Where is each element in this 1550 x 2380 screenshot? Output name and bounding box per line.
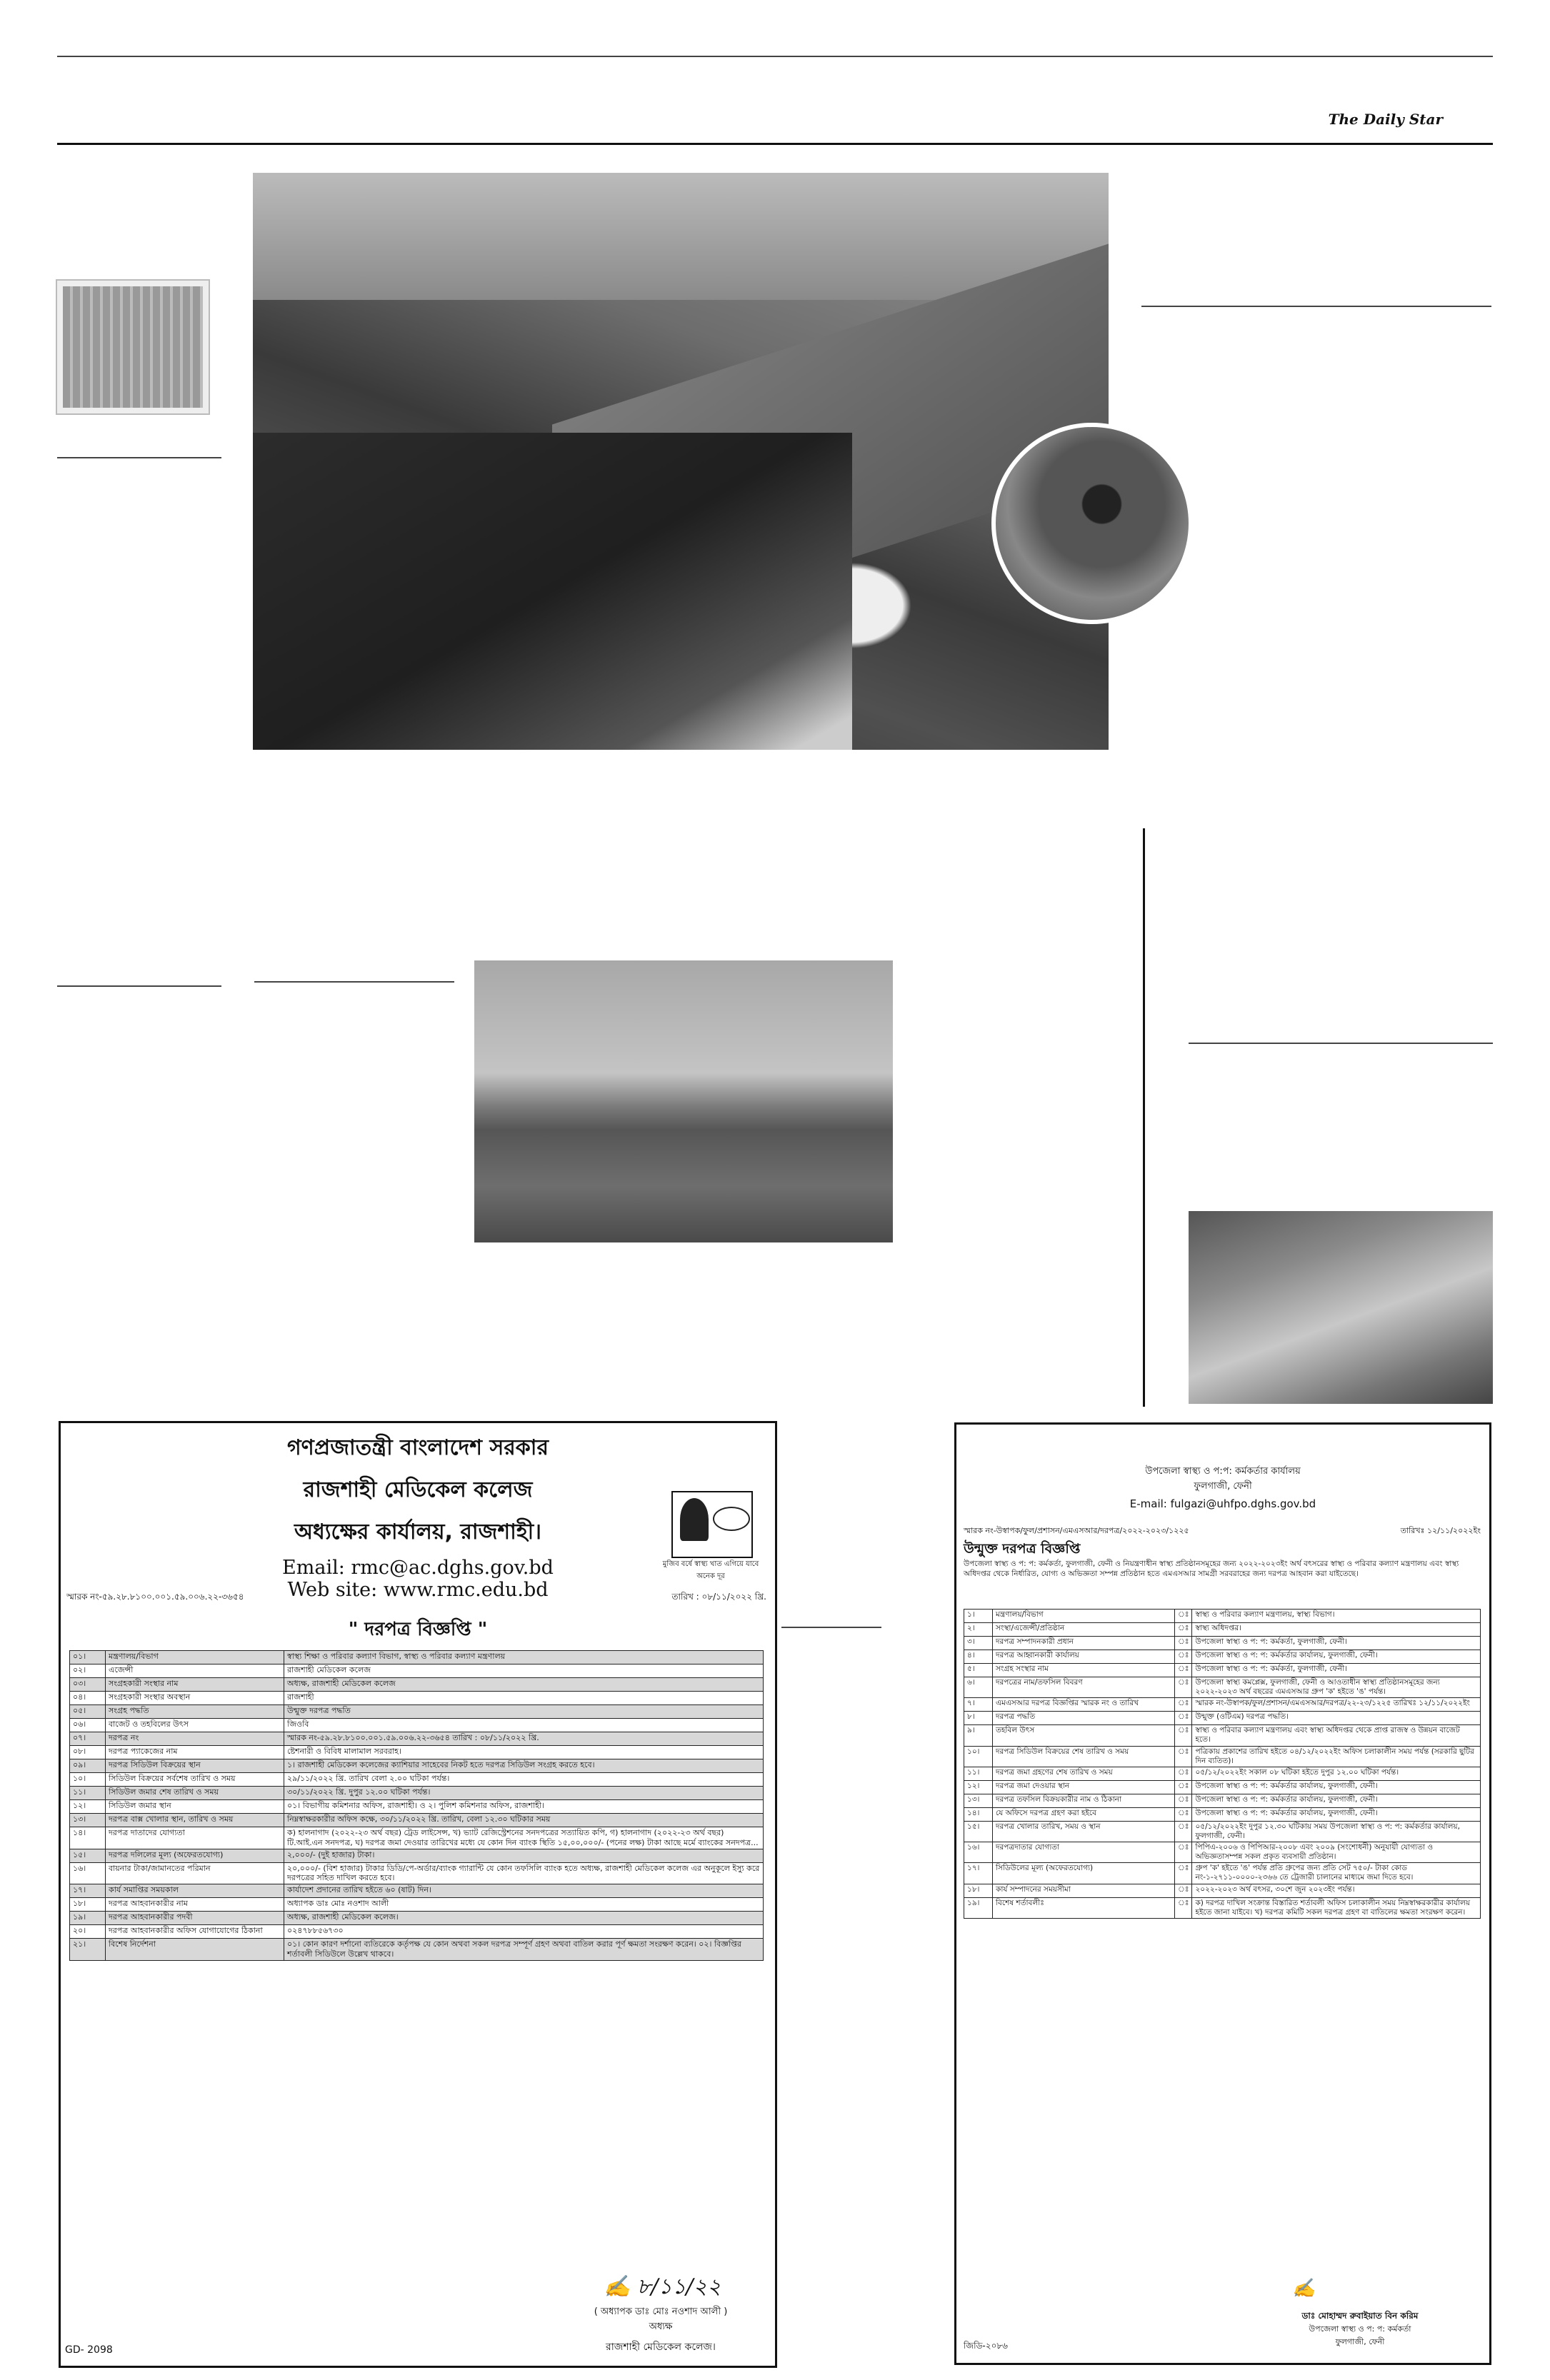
row-number: ১৯। xyxy=(70,1912,106,1925)
row-number: ১। xyxy=(964,1610,993,1623)
row-number: ০৬। xyxy=(70,1719,106,1732)
logo-caption: মুজিব বর্ষে স্বাস্থ্য খাত এগিয়ে যাবে অনেক দূর xyxy=(662,1560,759,1580)
notice-date: তারিখ : ০৮/১১/২০২২ খ্রি. xyxy=(671,1592,766,1602)
table-row xyxy=(964,1842,1481,1863)
row-number: ১৩। xyxy=(70,1814,106,1827)
row-colon: ঃ xyxy=(1175,1884,1192,1897)
table-row xyxy=(964,1884,1481,1897)
row-value: ২০২২-২০২৩ অর্থ বৎসর, ৩০শে জুন ২০২৩ইং পর্যন্ত। xyxy=(1192,1884,1481,1897)
signature: ✍ ৮/১১/২২ xyxy=(604,2274,721,2299)
row-number: ১০। xyxy=(964,1746,993,1767)
row-value: ০৫/১২/২০২২ইং দুপুর ১২.৩০ ঘটিকায় সময় উপজেলা স্বাস্থ্য ও প: প: কর্মকর্তার কার্যালয়, ফুলগাজী, ফেনী। xyxy=(1192,1821,1481,1842)
notice-title: " দরপত্র বিজ্ঞপ্তি " xyxy=(348,1619,488,1640)
row-label: যে অফিসে দরপত্র গ্রহণ করা হইবে xyxy=(993,1807,1175,1821)
table-row xyxy=(964,1780,1481,1794)
table-row xyxy=(70,1665,764,1678)
row-label: মন্ত্রণালয়/বিভাগ xyxy=(993,1610,1175,1623)
table-row xyxy=(70,1692,764,1705)
row-number: ১০। xyxy=(70,1773,106,1787)
table-row xyxy=(70,1787,764,1800)
row-colon: ঃ xyxy=(1175,1725,1192,1746)
row-value: ক) দরপত্র দাখিল সংক্রান্ত বিস্তারিত শর্তাবলী অফিস চলাকালীন সময় নিম্নস্বাক্ষরকারীর কার্যালয় হইতে জানা যাইবে। খ) দরপত্র কমিটি সকল দরপত্র গ্রহণ বা বাতিলের ক্ষমতা সংরক্ষণ করেন। xyxy=(1192,1897,1481,1918)
table-row xyxy=(70,1898,764,1912)
row-value: জিওবি xyxy=(284,1719,764,1732)
website-line: Web site: www.rmc.edu.bd xyxy=(287,1579,549,1601)
row-value: ০১। বিভাগীয় কমিশনার অফিস, রাজশাহী। ও ২। পুলিশ কমিশনার অফিস, রাজশাহী। xyxy=(284,1800,764,1814)
row-label: সিডিউল বিক্রয়ের সর্বশেষ তারিখ ও সময় xyxy=(106,1773,284,1787)
row-label: দরপত্র জমা গ্রহণের শেষ তারিখ ও সময় xyxy=(993,1767,1175,1780)
row-value: ০২৪৭৮৮৫৬৭৩০ xyxy=(284,1925,764,1939)
row-label: দরপত্র খোলার তারিখ, সময় ও স্থান xyxy=(993,1821,1175,1842)
row-label: বিশেষ শর্তাবলীঃ xyxy=(993,1897,1175,1918)
table-row xyxy=(70,1939,764,1961)
table-row xyxy=(964,1650,1481,1664)
row-colon: ঃ xyxy=(1175,1623,1192,1637)
row-number: ১৬। xyxy=(964,1842,993,1863)
row-colon: ঃ xyxy=(1175,1767,1192,1780)
row-number: ১৬। xyxy=(70,1862,106,1884)
signatory-place: ফুলগাজী, ফেনী xyxy=(1335,2337,1385,2346)
row-number: ১২। xyxy=(964,1780,993,1794)
row-number: ৫। xyxy=(964,1664,993,1677)
column-rule-2 xyxy=(57,985,221,987)
row-number: ২। xyxy=(964,1623,993,1637)
row-label: দরপত্র তফসিল বিক্রয়কারীর নাম ও ঠিকানা xyxy=(993,1794,1175,1807)
row-label: তহবিল উৎস xyxy=(993,1725,1175,1746)
row-value: উপজেলা স্বাস্থ্য ও প: প: কর্মকর্তার কার্যালয়, ফুলগাজী, ফেনী। xyxy=(1192,1650,1481,1664)
row-colon: ঃ xyxy=(1175,1863,1192,1884)
top-rule xyxy=(57,56,1493,57)
row-value: উন্মুক্ত দরপত্র পদ্ধতি xyxy=(284,1705,764,1719)
notice-intro: উপজেলা স্বাস্থ্য ও প: প: কর্মকর্তা, ফুলগাজী, ফেনী ও নিয়ন্ত্রণাধীন স্বাস্থ্য প্রতিষ্ঠানসমূহের জন্য ২০২২-২০২৩ইং অর্থ বৎসরের স্বাস্থ্য ও পরিবার কল্যাণ মন্ত্রণালয় এবং স্বাস্থ্য অধিদপ্তর থেকে নির্ধারিত, যোগ্য ও অভিজ্ঞতা সম্পন্ন প্রতিষ্ঠান হতে এমএসআর সামগ্রী সরবরাহের জন্য দরপত্র আহবান করা যাইতেছে। xyxy=(964,1560,1459,1579)
table-row xyxy=(964,1677,1481,1698)
row-colon: ঃ xyxy=(1175,1794,1192,1807)
row-label: সংগ্রহ সংস্থার নাম xyxy=(993,1664,1175,1677)
row-value: ০৫/১২/২০২২ইং সকাল ০৮ ঘটিকা হইতে দুপুর ১২.০০ ঘটিকা পর্যন্ত। xyxy=(1192,1767,1481,1780)
table-row xyxy=(70,1912,764,1925)
row-colon: ঃ xyxy=(1175,1746,1192,1767)
row-number: ০১। xyxy=(70,1651,106,1665)
right-column-rule-2 xyxy=(1189,1043,1493,1044)
row-value: পত্রিকায় প্রকাশের তারিখ হইতে ০৪/১২/২০২২ইং অফিস চলাকালীন সময় পর্যন্ত (সরকারি ছুটির দিন ব্যতিত)। xyxy=(1192,1746,1481,1767)
table-row xyxy=(70,1884,764,1898)
row-label: দরপত্র দাতাদের যোগ্যতা xyxy=(106,1827,284,1849)
row-value: পিপিএ-২০০৬ ও পিপিআর-২০০৮ এবং ২০০৯ (সংশোধনী) অনুযায়ী যোগ্যতা ও অভিজ্ঞতাসম্পন্ন সকল প্রকৃত ব্যবসায়ী প্রতিষ্ঠান। xyxy=(1192,1842,1481,1863)
table-row xyxy=(964,1897,1481,1918)
table-row xyxy=(964,1637,1481,1650)
row-colon: ঃ xyxy=(1175,1821,1192,1842)
heading-band xyxy=(956,1425,1489,1462)
email-line: E-mail: fulgazi@uhfpo.dghs.gov.bd xyxy=(1129,1497,1316,1510)
row-number: ১৭। xyxy=(70,1884,106,1898)
row-value: ক) হালনাগাদ (২০২২-২৩ অর্থ বছর) ট্রেড লাইসেন্স, খ) ভ্যাট রেজিস্ট্রেশনের সনদপত্রের সত্যায়িত কপি, গ) হালনাগাদ (২০২২-২৩ অর্থ বছর) টি.আই.এন সনদপত্র, ঘ) দরপত্র জমা দেওয়ার তারিখের মধ্যে যে কোন দিন ব্যাংক স্থিতি ১৫,০০,০০০/- (পনের লক্ষ) টাকা আছে মর্মে ব্যাংকের সনদপত্র... xyxy=(284,1827,764,1849)
row-value: উন্মুক্ত (ওটিএম) দরপত্র পদ্ধতি। xyxy=(1192,1712,1481,1725)
row-value: ১। রাজশাহী মেডিকেল কলেজের ক্যাশিয়ার সাহেবের নিকট হতে দরপত্র সিডিউল সংগ্রহ করতে হবে। xyxy=(284,1759,764,1773)
row-value: স্বাস্থ্য ও পরিবার কল্যাণ মন্ত্রণালয়, স্বাস্থ্য বিভাগ। xyxy=(1192,1610,1481,1623)
table-row xyxy=(964,1712,1481,1725)
row-number: ০৩। xyxy=(70,1678,106,1692)
table-row xyxy=(964,1725,1481,1746)
row-value: উপজেলা স্বাস্থ্য ও প: প: কর্মকর্তার কার্যালয়, ফুলগাজী, ফেনী। xyxy=(1192,1780,1481,1794)
table-row xyxy=(70,1719,764,1732)
row-label: বায়নার টাকা/জামানতের পরিমান xyxy=(106,1862,284,1884)
row-number: ৬। xyxy=(964,1677,993,1698)
signature: ✍ xyxy=(1292,2278,1316,2299)
table-row xyxy=(964,1664,1481,1677)
pipe-inset-photo xyxy=(991,423,1193,624)
org-heading: রাজশাহী মেডিকেল কলেজ xyxy=(303,1477,533,1502)
row-label: দরপত্র নং xyxy=(106,1732,284,1746)
row-number: ১৮। xyxy=(964,1884,993,1897)
memo-number: স্মারক নং-৫৯.২৮.৮১০০.০০১.৫৯.০০৬.২২-৩৬৫৪ xyxy=(66,1592,244,1602)
row-label: দরপত্র প্যাকেজের নাম xyxy=(106,1746,284,1759)
row-value: ২৯/১১/২০২২ খ্রি. তারিখ বেলা ২.০০ ঘটিকা পর্যন্ত। xyxy=(284,1773,764,1787)
row-value: অধ্যাপক ডাঃ মোঃ নওশাদ আলী xyxy=(284,1898,764,1912)
row-number: ০৪। xyxy=(70,1692,106,1705)
row-number: ২০। xyxy=(70,1925,106,1939)
column-rule xyxy=(57,457,221,458)
notice-title: উন্মুক্ত দরপত্র বিজ্ঞপ্তি xyxy=(964,1541,1081,1557)
row-value: স্মারক নং-৫৯.২৮.৮১০০.০০১.৫৯.০০৬.২২-৩৬৫৪ তারিখ : ০৮/১১/২০২২ খ্রি. xyxy=(284,1732,764,1746)
table-row xyxy=(70,1705,764,1719)
ad-code: GD- 2098 xyxy=(65,2344,113,2356)
canal-pollution-photo xyxy=(253,173,1109,750)
row-colon: ঃ xyxy=(1175,1807,1192,1821)
row-label: দরপত্র সিডিউল বিক্রয়ের শেষ তারিখ ও সময় xyxy=(993,1746,1175,1767)
table-row xyxy=(964,1610,1481,1623)
row-colon: ঃ xyxy=(1175,1664,1192,1677)
row-value: নিম্নস্বাক্ষরকারীর অফিস কক্ষে, ৩০/১১/২০২২ খ্রি. তারিখ, বেলা ১২.৩০ ঘটিকার সময় xyxy=(284,1814,764,1827)
market-stall-photo xyxy=(1189,1211,1493,1404)
row-label: সংগ্রহ পদ্ধতি xyxy=(106,1705,284,1719)
table-row xyxy=(964,1863,1481,1884)
signatory-title: উপজেলা স্বাস্থ্য ও প: প: কর্মকর্তা xyxy=(1309,2324,1411,2334)
row-number: ১১। xyxy=(70,1787,106,1800)
row-label: সংগ্রহকারী সংস্থার নাম xyxy=(106,1678,284,1692)
row-value: রাজশাহী মেডিকেল কলেজ xyxy=(284,1665,764,1678)
row-colon: ঃ xyxy=(1175,1637,1192,1650)
notice-date: তারিখঃ ১২/১১/২০২২ইং xyxy=(1400,1526,1481,1535)
row-value: ০১। কোন কারণ দর্শানো ব্যতিরেকে কর্তৃপক্ষ যে কোন অথবা সকল দরপত্র সম্পূর্ণ গ্রহণ অথবা বাতিল করার পূর্ণ ক্ষমতা সংরক্ষণ করেন। ০২। বিজ্ঞপ্তির শর্তাবলী সিডিউলে উল্লেখ থাকবে। xyxy=(284,1939,764,1961)
row-colon: ঃ xyxy=(1175,1610,1192,1623)
row-number: ২১। xyxy=(70,1939,106,1961)
row-value: অধ্যক্ষ, রাজশাহী মেডিকেল কলেজ। xyxy=(284,1912,764,1925)
row-value: স্মারক নং-উস্বাপক/ফুল/প্রশাসন/এমএসআর/দরপত্র/২২-২৩/১২২৫ তারিখঃ ১২/১১/২০২২ইং xyxy=(1192,1698,1481,1712)
office-heading: অধ্যক্ষের কার্যালয়, রাজশাহী। xyxy=(294,1520,541,1545)
row-label: দরপত্র পদ্ধতি xyxy=(993,1712,1175,1725)
row-value: স্বাস্থ্য ও পরিবার কল্যাণ মন্ত্রণালয় এবং স্বাস্থ্য অধিদপ্তর থেকে প্রাপ্ত রাজস্ব ও উন্নয়ন বাজেট হতে। xyxy=(1192,1725,1481,1746)
office-line: উপজেলা স্বাস্থ্য ও প:প: কর্মকর্তার কার্যালয় xyxy=(1145,1466,1301,1477)
row-number: ১২। xyxy=(70,1800,106,1814)
row-label: দরপত্র বাক্স খোলার স্থান, তারিখ ও সময় xyxy=(106,1814,284,1827)
row-number: ১৭। xyxy=(964,1863,993,1884)
row-colon: ঃ xyxy=(1175,1650,1192,1664)
table-row xyxy=(70,1746,764,1759)
row-colon: ঃ xyxy=(1175,1677,1192,1698)
table-row xyxy=(70,1925,764,1939)
row-label: দরপত্র আহবানকারীর পদবী xyxy=(106,1912,284,1925)
signatory-name: ( অধ্যাপক ডাঃ মোঃ নওশাদ আলী ) xyxy=(594,2306,728,2317)
row-number: ৯। xyxy=(964,1725,993,1746)
row-number: ০৯। xyxy=(70,1759,106,1773)
gov-heading: গণপ্রজাতন্ত্রী বাংলাদেশ সরকার xyxy=(287,1435,549,1460)
row-number: ১৫। xyxy=(70,1849,106,1862)
email-line: Email: rmc@ac.dghs.gov.bd xyxy=(282,1557,554,1579)
row-value: রাজশাহী xyxy=(284,1692,764,1705)
row-colon: ঃ xyxy=(1175,1698,1192,1712)
row-label: দরপত্র আহবানকারীর নাম xyxy=(106,1898,284,1912)
tender-table xyxy=(964,1609,1481,1919)
column-divider xyxy=(1143,828,1145,1407)
row-number: ০২। xyxy=(70,1665,106,1678)
row-label: দরপত্র জমা দেওয়ার স্থান xyxy=(993,1780,1175,1794)
table-row xyxy=(70,1800,764,1814)
row-label: দরপত্রদাতার যোগ্যতা xyxy=(993,1842,1175,1863)
tender-table xyxy=(69,1650,764,1961)
row-value: উপজেলা স্বাস্থ্য কমপ্লেক্স, ফুলগাজী, ফেনী ও আওতাধীন স্বাস্থ্য প্রতিষ্ঠানসমূহের জন্য ২০২২-২০২৩ অর্থ বছরের এমএসআর গ্রুপ 'ক' হইতে 'ঙ' পর্যন্ত। xyxy=(1192,1677,1481,1698)
row-label: বিশেষ নির্দেশনা xyxy=(106,1939,284,1961)
row-number: ১৯। xyxy=(964,1897,993,1918)
row-value: উপজেলা স্বাস্থ্য ও প: প: কর্মকর্তা, ফুলগাজী, ফেনী। xyxy=(1192,1664,1481,1677)
paddy-field-photo xyxy=(474,960,893,1242)
table-row xyxy=(70,1678,764,1692)
row-label: দরপত্র সম্পাদনকারী প্রধান xyxy=(993,1637,1175,1650)
row-label: দরপত্রের নাম/তফসিল বিবরণ xyxy=(993,1677,1175,1698)
row-number: ১৫। xyxy=(964,1821,993,1842)
header-rule xyxy=(57,143,1493,145)
column-rule-3 xyxy=(254,981,454,983)
row-number: ৩। xyxy=(964,1637,993,1650)
table-row xyxy=(70,1827,764,1849)
row-value: গ্রুপ 'ক' হইতে 'ঙ' পর্যন্ত প্রতি গ্রুপের জন্য প্রতি সেট ৭৫০/- টাকা কোড নং-১-২৭১১-০০০০-২৩৬৬ তে ট্রেজারী চালানের মাধ্যমে জমা দিতে হবে। xyxy=(1192,1863,1481,1884)
row-value: কার্যাদেশ প্রদানের তারিখ হইতে ৬০ (ষাট) দিন। xyxy=(284,1884,764,1898)
row-label: সিডিউল জমার শেষ তারিখ ও সময় xyxy=(106,1787,284,1800)
row-number: ১৩। xyxy=(964,1794,993,1807)
row-number: ১৮। xyxy=(70,1898,106,1912)
table-row xyxy=(70,1773,764,1787)
row-label: মন্ত্রণালয়/বিভাগ xyxy=(106,1651,284,1665)
table-row xyxy=(964,1807,1481,1821)
row-value: উপজেলা স্বাস্থ্য ও প: প: কর্মকর্তা, ফুলগাজী, ফেনী। xyxy=(1192,1637,1481,1650)
column-rule-4 xyxy=(781,1627,881,1628)
row-value: ২,০০০/- (দুই হাজার) টাকা। xyxy=(284,1849,764,1862)
table-row xyxy=(70,1732,764,1746)
row-label: এজেন্সী xyxy=(106,1665,284,1678)
signatory-title: অধ্যক্ষ xyxy=(649,2321,673,2332)
row-value: স্বাস্থ্য শিক্ষা ও পরিবার কল্যাণ বিভাগ, স্বাস্থ্য ও পরিবার কল্যাণ মন্ত্রণালয় xyxy=(284,1651,764,1665)
row-number: ০৫। xyxy=(70,1705,106,1719)
table-row xyxy=(70,1849,764,1862)
right-column-rule xyxy=(1141,306,1491,307)
row-label: কার্য সমাপ্তির সময়কাল xyxy=(106,1884,284,1898)
tender-notice-fulgazi xyxy=(954,1422,1491,2365)
masthead: The Daily Star xyxy=(1328,111,1443,128)
row-number: ৪। xyxy=(964,1650,993,1664)
row-number: ০৮। xyxy=(70,1746,106,1759)
table-row xyxy=(70,1759,764,1773)
row-colon: ঃ xyxy=(1175,1780,1192,1794)
row-label: দরপত্র দলিলের মূল্য (অফেরতযোগ্য) xyxy=(106,1849,284,1862)
row-label: সিডিউল জমার স্থান xyxy=(106,1800,284,1814)
row-label: সংগ্রহকারী সংস্থার অবস্থান xyxy=(106,1692,284,1705)
mujib-logo xyxy=(671,1491,753,1558)
row-number: ৭। xyxy=(964,1698,993,1712)
table-row xyxy=(964,1794,1481,1807)
place-line: ফুলগাজী, ফেনী xyxy=(1194,1481,1252,1492)
row-label: সিডিউলের মূল্য (অফেরতযোগ্য) xyxy=(993,1863,1175,1884)
row-label: দরপত্র আহ্বানকারী কার্যালয় xyxy=(993,1650,1175,1664)
row-label: দরপত্র সিডিউল বিক্রয়ের স্থান xyxy=(106,1759,284,1773)
row-label: সংস্থা/এজেন্সী/প্রতিষ্ঠান xyxy=(993,1623,1175,1637)
table-row xyxy=(964,1623,1481,1637)
row-value: স্বাস্থ্য অধিদপ্তর। xyxy=(1192,1623,1481,1637)
row-number: ১৪। xyxy=(964,1807,993,1821)
row-label: কার্য সম্পাদনের সময়সীমা xyxy=(993,1884,1175,1897)
ad-code: জিডি-২০৮৬ xyxy=(964,2341,1008,2351)
table-row xyxy=(70,1651,764,1665)
table-row xyxy=(964,1746,1481,1767)
row-label: দরপত্র আহবানকারীর অফিস যোগাযোগের ঠিকানা xyxy=(106,1925,284,1939)
signatory-org: রাজশাহী মেডিকেল কলেজ। xyxy=(606,2341,716,2353)
row-value: অধ্যক্ষ, রাজশাহী মেডিকেল কলেজ xyxy=(284,1678,764,1692)
row-value: ৩০/১১/২০২২ খ্রি. দুপুর ১২.০০ ঘটিকা পর্যন্ত। xyxy=(284,1787,764,1800)
row-value: ২০,০০০/- (বিশ হাজার) টাকার ডিডি/পে-অর্ডার/ব্যাংক গ্যারান্টি যে কোন তফসিলি ব্যাংক হতে অধ্যক্ষ, রাজশাহী মেডিকেল কলেজ এর অনুকূলে ইস্যু করে দরপত্রের সহিত দাখিল করতে হবে। xyxy=(284,1862,764,1884)
table-row xyxy=(964,1821,1481,1842)
row-number: ১১। xyxy=(964,1767,993,1780)
thumbnail-photo xyxy=(57,281,209,413)
table-row xyxy=(964,1698,1481,1712)
tender-notice-rajshahi xyxy=(59,1421,777,2368)
row-colon: ঃ xyxy=(1175,1712,1192,1725)
row-label: এমএসআর দরপত্র বিজ্ঞপ্তির স্মারক নং ও তারিখ xyxy=(993,1698,1175,1712)
row-value: উপজেলা স্বাস্থ্য ও প: প: কর্মকর্তার কার্যালয়, ফুলগাজী, ফেনী। xyxy=(1192,1807,1481,1821)
table-row xyxy=(70,1814,764,1827)
signatory-name: ডাঃ মোহাম্মদ রুবাইয়াত বিন করিম xyxy=(1301,2311,1419,2321)
row-number: ০৭। xyxy=(70,1732,106,1746)
table-row xyxy=(964,1767,1481,1780)
row-colon: ঃ xyxy=(1175,1842,1192,1863)
row-value: ষ্টেশনারী ও বিবিধ মালামাল সরবরাহ। xyxy=(284,1746,764,1759)
row-label: বাজেট ও তহবিলের উৎস xyxy=(106,1719,284,1732)
row-number: ১৪। xyxy=(70,1827,106,1849)
memo-number: স্মারক নং-উস্বাপক/ফুল/প্রশাসন/এমএসআর/দরপত্র/২০২২-২০২৩/১২২৫ xyxy=(964,1526,1189,1535)
table-row xyxy=(70,1862,764,1884)
row-colon: ঃ xyxy=(1175,1897,1192,1918)
row-number: ৮। xyxy=(964,1712,993,1725)
row-value: উপজেলা স্বাস্থ্য ও প: প: কর্মকর্তার কার্যালয়, ফুলগাজী, ফেনী। xyxy=(1192,1794,1481,1807)
